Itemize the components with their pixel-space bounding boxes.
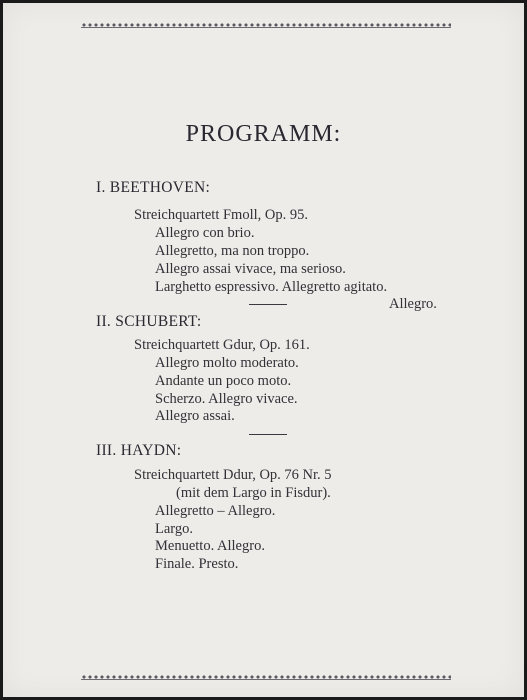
work-title-beethoven: Streichquartett Fmoll, Op. 95. <box>134 207 308 223</box>
movement-line: Menuetto. Allegro. <box>155 538 265 554</box>
movement-line: Allegro assai. <box>155 408 235 424</box>
top-ornament-border <box>81 21 451 29</box>
bottom-ornament-border <box>81 673 451 681</box>
movement-line: Scherzo. Allegro vivace. <box>155 391 298 407</box>
section-divider <box>249 304 287 305</box>
movement-line: Allegretto – Allegro. <box>155 503 276 519</box>
movement-line: Largo. <box>155 521 193 537</box>
movement-line: Finale. Presto. <box>155 556 239 572</box>
work-note-haydn: (mit dem Largo in Fisdur). <box>176 485 331 501</box>
section-divider <box>249 434 287 435</box>
work-title-haydn: Streichquartett Ddur, Op. 76 Nr. 5 <box>134 467 332 483</box>
page-title: PROGRAMM: <box>185 121 342 147</box>
movement-line: Allegro. <box>389 296 437 312</box>
section-heading-beethoven: I. BEETHOVEN: <box>96 179 211 196</box>
movement-line: Allegro assai vivace, ma serioso. <box>155 261 346 277</box>
work-title-schubert: Streichquartett Gdur, Op. 161. <box>134 337 310 353</box>
movement-line: Andante un poco moto. <box>155 373 292 389</box>
movement-line: Allegro molto moderato. <box>155 355 299 371</box>
program-page <box>3 3 524 697</box>
movement-line: Allegro con brio. <box>155 225 255 241</box>
movement-line: Larghetto espressivo. Allegretto agitato. <box>155 279 388 295</box>
section-heading-haydn: III. HAYDN: <box>96 442 182 459</box>
section-heading-schubert: II. SCHUBERT: <box>96 313 202 330</box>
movement-line: Allegretto, ma non troppo. <box>155 243 310 259</box>
